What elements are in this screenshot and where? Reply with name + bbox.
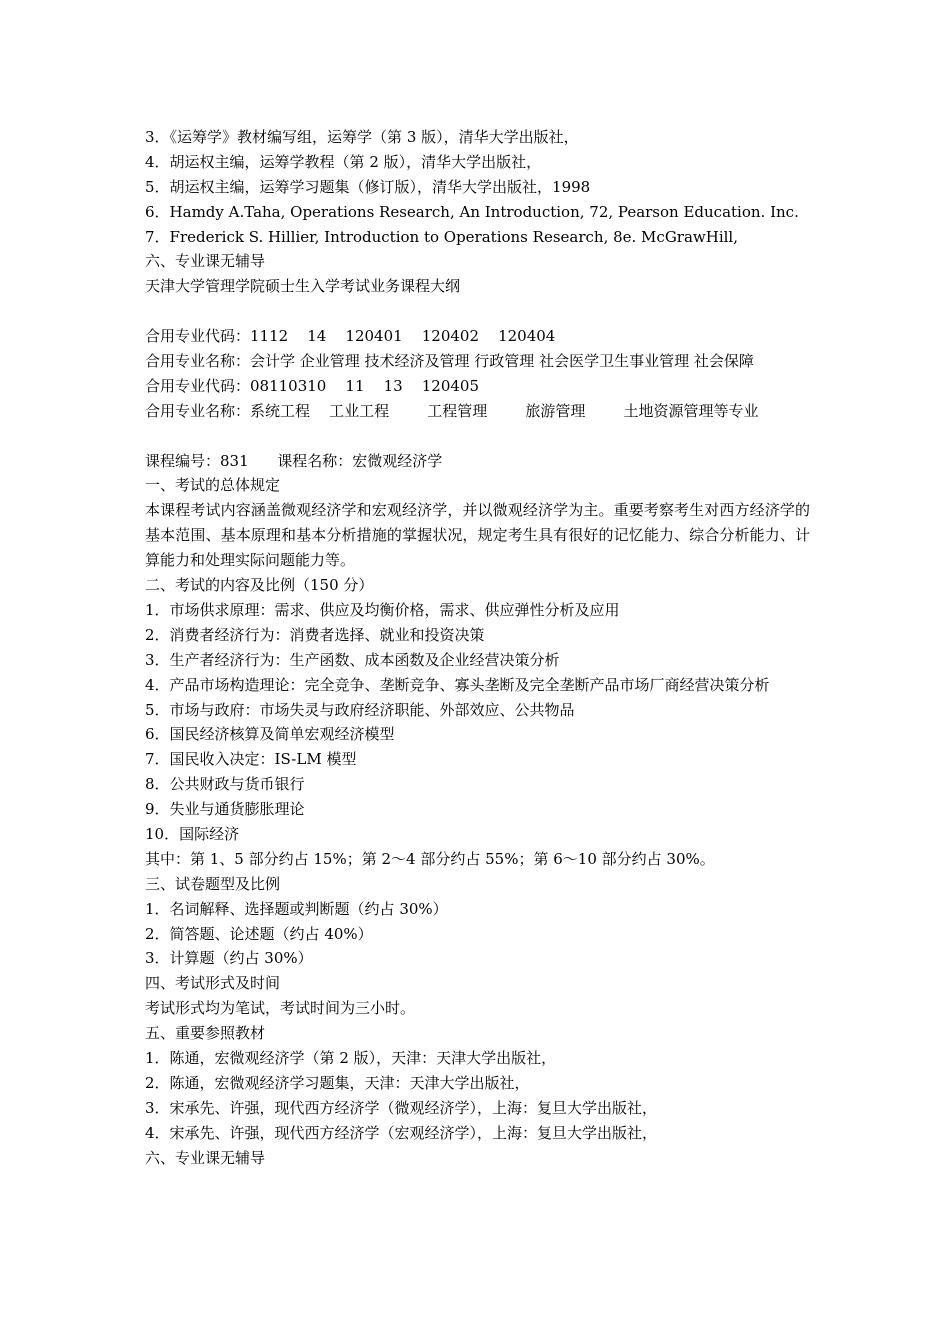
proportion-note: 其中：第 1、5 部分约占 15%；第 2～4 部分约占 55%；第 6～10 部分约占 30%。 bbox=[145, 849, 715, 868]
section-heading: 五、重要参照教材 bbox=[145, 1024, 266, 1043]
content-item: 1．市场供求原理：需求、供应及均衡价格，需求、供应弹性分析及应用 bbox=[145, 600, 620, 619]
content-item: 4．产品市场构造理论：完全竞争、垄断竞争、寡头垄断及完全垄断产品市场厂商经营决策分析 bbox=[145, 675, 770, 694]
content-item: 6．国民经济核算及简单宏观经济模型 bbox=[145, 725, 395, 744]
major-name-line: 合用专业名称：系统工程 工业工程 工程管理 旅游管理 土地资源管理等专业 bbox=[145, 401, 759, 420]
course-info-line: 课程编号：831 课程名称：宏微观经济学 bbox=[145, 451, 443, 470]
question-type-item: 3．计算题（约占 30%） bbox=[145, 949, 313, 968]
reference-item: 5．胡运权主编，运筹学习题集（修订版），清华大学出版社，1998 bbox=[145, 177, 591, 196]
question-type-item: 1．名词解释、选择题或判断题（约占 30%） bbox=[145, 899, 448, 918]
reference-item: 7．Frederick S. Hillier, Introduction to Operations Research, 8e. McGrawHill, bbox=[145, 227, 738, 246]
major-name-line: 合用专业名称：会计学 企业管理 技术经济及管理 行政管理 社会医学卫生事业管理 社会保障 bbox=[145, 352, 754, 371]
major-code-line: 合用专业代码：08110310 11 13 120405 bbox=[145, 376, 479, 395]
reference-item: 1．陈通，宏微观经济学（第 2 版），天津：天津大学出版社， bbox=[145, 1049, 557, 1068]
reference-item: 4．胡运权主编，运筹学教程（第 2 版），清华大学出版社， bbox=[145, 152, 542, 171]
reference-item: 3．《运筹学》教材编写组，运筹学（第 3 版），清华大学出版社， bbox=[145, 128, 579, 146]
question-type-item: 2．简答题、论述题（约占 40%） bbox=[145, 924, 373, 943]
section-heading: 三、试卷题型及比例 bbox=[145, 874, 281, 893]
reference-item: 4．宋承先、许强，现代西方经济学（宏观经济学），上海：复旦大学出版社， bbox=[145, 1123, 658, 1142]
document-body bbox=[145, 125, 810, 1170]
section-heading: 六、专业课无辅导 bbox=[145, 1148, 266, 1167]
blank-line bbox=[145, 299, 810, 324]
section-heading: 六、专业课无辅导 bbox=[145, 252, 266, 271]
section-heading: 一、考试的总体规定 bbox=[145, 476, 281, 495]
reference-item: 2．陈通，宏微观经济学习题集，天津：天津大学出版社， bbox=[145, 1073, 530, 1092]
exam-format-text: 考试形式均为笔试，考试时间为三小时。 bbox=[145, 999, 416, 1018]
content-item: 8．公共财政与货币银行 bbox=[145, 775, 305, 794]
content-item: 3．生产者经济行为：生产函数、成本函数及企业经营决策分析 bbox=[145, 650, 560, 669]
reference-item: 6．Hamdy A.Taha, Operations Research, An Introduction, 72, Pearson Education. Inc. bbox=[145, 202, 799, 221]
section-heading: 二、考试的内容及比例（150 分） bbox=[145, 576, 374, 595]
content-item: 7．国民收入决定：IS-LM 模型 bbox=[145, 750, 357, 769]
body-paragraph: 本课程考试内容涵盖微观经济学和宏观经济学，并以微观经济学为主。重要考察考生对西方经济学的基本范围、基本原理和基本分析措施的掌握状况，规定考生具有很好的记忆能力、综合分析能力、计算能力和处理实际问题能力等。 bbox=[145, 501, 810, 570]
content-item: 9．失业与通货膨胀理论 bbox=[145, 800, 305, 819]
section-heading: 四、考试形式及时间 bbox=[145, 974, 281, 993]
blank-line bbox=[145, 424, 810, 449]
content-item: 10．国际经济 bbox=[145, 825, 240, 844]
content-item: 2．消费者经济行为：消费者选择、就业和投资决策 bbox=[145, 625, 485, 644]
document-title: 天津大学管理学院硕士生入学考试业务课程大纲 bbox=[145, 277, 461, 296]
content-item: 5．市场与政府：市场失灵与政府经济职能、外部效应、公共物品 bbox=[145, 700, 575, 719]
reference-item: 3．宋承先、许强，现代西方经济学（微观经济学），上海：复旦大学出版社， bbox=[145, 1098, 658, 1117]
major-code-line: 合用专业代码：1112 14 120401 120402 120404 bbox=[145, 327, 556, 346]
